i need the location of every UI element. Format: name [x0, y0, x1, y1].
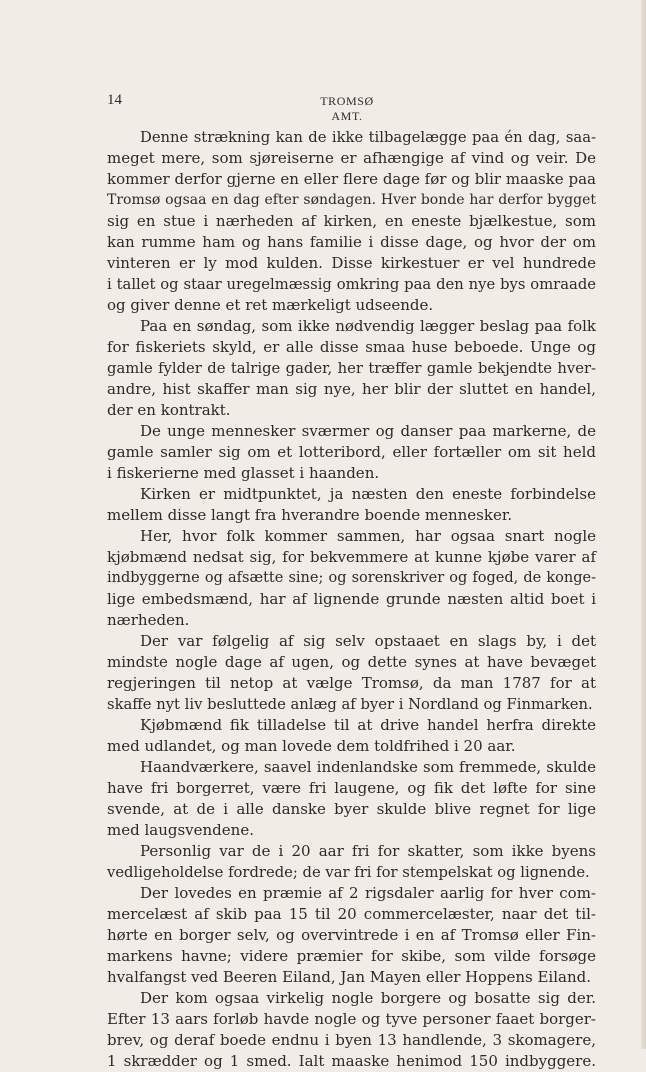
- text-line: for fiskeriets skyld, er alle disse smaa huse beboede. Unge og: [107, 338, 596, 356]
- text-line: markens havne; videre præmier for skibe, som vilde forsøge: [107, 947, 596, 965]
- text-line: Personlig var de i 20 aar fri for skatter, som ikke byens: [140, 842, 596, 860]
- text-line: og giver denne et ret mærkeligt udseende.: [107, 296, 434, 314]
- text-line: vedligeholdelse fordrede; de var fri for stempelskat og lignende.: [107, 864, 590, 881]
- text-line: gamle samler sig om et lotteribord, eller fortæller om sit held: [107, 443, 596, 461]
- text-line: 1 skrædder og 1 smed. Ialt maaske henimod 150 indbyggere.: [107, 1052, 596, 1070]
- text-line: Der var følgelig af sig selv opstaaet en slags by, i det: [140, 632, 596, 650]
- text-line: Her, hvor folk kommer sammen, har ogsaa snart nogle: [140, 527, 596, 545]
- text-line: i fiskerierne med glasset i haanden.: [107, 464, 380, 482]
- text-line: Der kom ogsaa virkelig nogle borgere og bosatte sig der.: [140, 989, 596, 1007]
- text-line: sig en stue i nærheden af kirken, en eneste bjælkestue, som: [107, 212, 596, 230]
- text-line: mercelæst af skib paa 15 til 20 commercelæster, naar det til-: [107, 905, 596, 923]
- text-line: der en kontrakt.: [107, 401, 231, 419]
- page-header: [107, 92, 597, 123]
- text-line: regjeringen til netop at vælge Tromsø, da man 1787 for at: [107, 674, 596, 692]
- text-line: Paa en søndag, som ikke nødvendig lægger beslag paa folk: [140, 317, 596, 335]
- text-line: kan rumme ham og hans familie i disse dage, og hvor der om: [107, 233, 596, 251]
- text-line: meget mere, som sjøreiserne er afhængige af vind og veir. De: [107, 149, 596, 167]
- text-line: mellem disse langt fra hverandre boende mennesker.: [107, 506, 513, 524]
- text-line: andre, hist skaffer man sig nye, her blir der sluttet en handel,: [107, 380, 596, 398]
- text-line: vinteren er ly mod kulden. Disse kirkestuer er vel hundrede: [107, 254, 596, 272]
- text-line: Haandværkere, saavel indenlandske som fremmede, skulde: [140, 758, 596, 776]
- text-line: med udlandet, og man lovede dem toldfrihed i 20 aar.: [107, 737, 516, 755]
- text-line: have fri borgerret, være fri laugene, og fik det løfte for sine: [107, 779, 596, 797]
- text-line: Der lovedes en præmie af 2 rigsdaler aarlig for hver com-: [140, 884, 596, 902]
- text-line: gamle fylder de talrige gader, her træffer gamle bekjendte hver-: [107, 360, 596, 377]
- text-line: Efter 13 aars forløb havde nogle og tyve personer faaet borger-: [107, 1010, 596, 1028]
- text-line: kjøbmænd nedsat sig, for bekvemmere at kunne kjøbe varer af: [107, 548, 596, 566]
- text-line: De unge mennesker sværmer og danser paa markerne, de: [140, 422, 596, 440]
- text-line: Denne strækning kan de ikke tilbagelægge paa én dag, saa-: [140, 129, 596, 146]
- page-number: 14: [107, 92, 122, 108]
- text-line: svende, at de i alle danske byer skulde blive regnet for lige: [107, 800, 596, 818]
- text-line: hvalfangst ved Beeren Eiland, Jan Mayen eller Hoppens Eiland.: [107, 968, 591, 986]
- text-line: kommer derfor gjerne en eller flere dage før og blir maaske paa: [107, 170, 596, 188]
- text-line: indbyggerne og afsætte sine; og sorenskriver og foged, de konge-: [107, 570, 596, 586]
- text-line: skaffe nyt liv besluttede anlæg af byer i Nordland og Finmarken.: [107, 696, 593, 713]
- running-head: TROMSØ AMT.: [320, 94, 374, 123]
- text-line: Tromsø ogsaa en dag efter søndagen. Hver bonde har derfor bygget: [107, 192, 596, 208]
- text-line: mindste nogle dage af ugen, og dette synes at have bevæget: [107, 653, 596, 671]
- text-line: i tallet og staar uregelmæssig omkring paa den nye bys omraade: [107, 276, 596, 293]
- text-line: Kjøbmænd fik tilladelse til at drive handel herfra direkte: [140, 716, 596, 734]
- text-line: Kirken er midtpunktet, ja næsten den eneste forbindelse: [140, 485, 596, 503]
- body-text: [107, 127, 596, 1072]
- text-line: hørte en borger selv, og overvintrede i en af Tromsø eller Fin-: [107, 926, 596, 944]
- text-line: med laugsvendene.: [107, 821, 254, 839]
- text-line: brev, og deraf boede endnu i byen 13 handlende, 3 skomagere,: [107, 1031, 596, 1049]
- page-edge: [641, 0, 646, 1049]
- text-line: lige embedsmænd, har af lignende grunde næsten altid boet i: [107, 590, 596, 608]
- text-line: nærheden.: [107, 611, 190, 629]
